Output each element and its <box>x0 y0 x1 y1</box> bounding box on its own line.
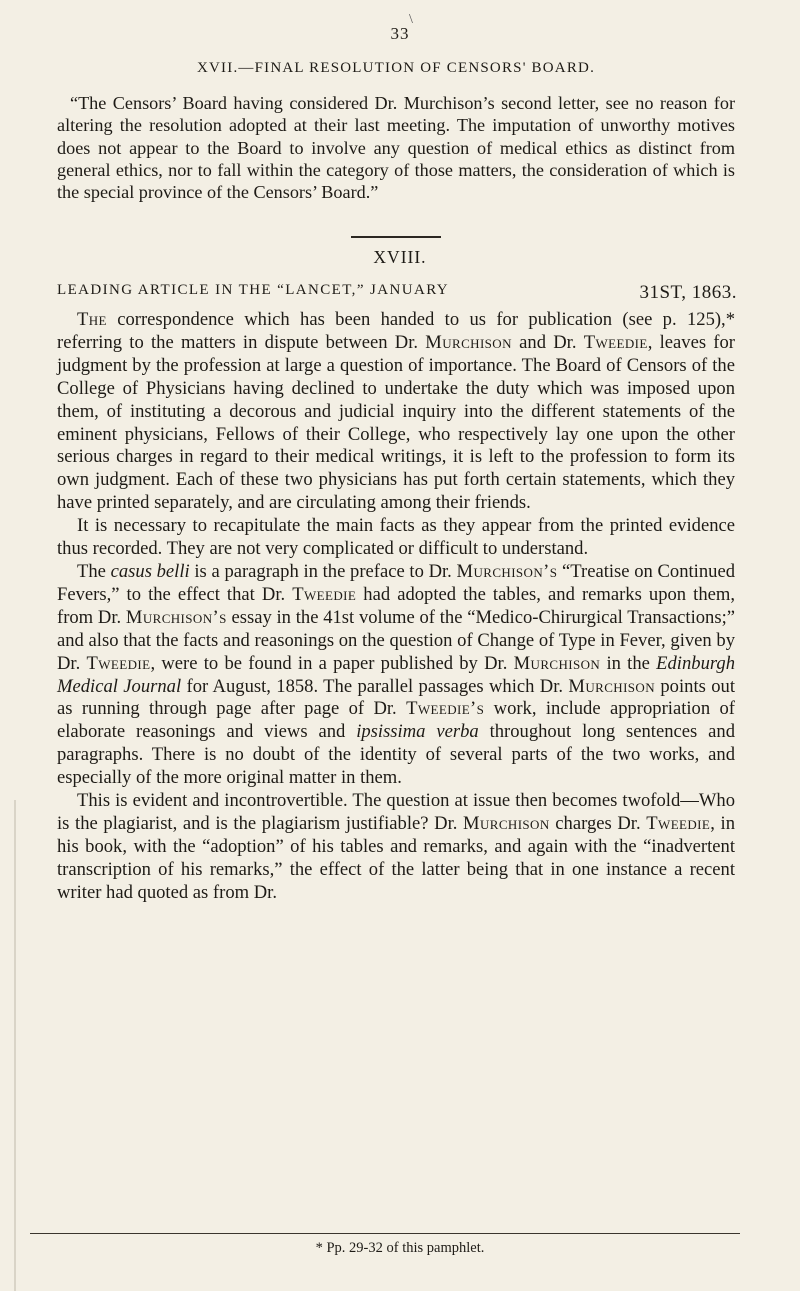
text-run: Tweedie <box>292 583 357 605</box>
text-run: This is evident and incontrovertible. The question at issue then becomes twofold—Who is the plagiarist, and is the plagiarism justifiable? Dr. <box>57 790 735 834</box>
text-run: The <box>77 560 111 582</box>
text-run: Tweedie <box>583 331 648 353</box>
text-run: Tweedie <box>646 812 711 834</box>
text-run: essay in the 41st volume of the “Medico-Chirurgical Transactions;” and also that the facts and reasonings on the question of Change of Type in Fever, given by Dr. <box>57 606 735 674</box>
text-run: Tweedie’s <box>406 698 485 720</box>
text-run: Murchison <box>425 331 512 353</box>
section-17-body <box>57 92 735 203</box>
paragraph-4 <box>57 790 735 905</box>
text-run: Murchison’s <box>456 560 558 582</box>
text-run: points out as running through page after page of Dr. <box>57 675 735 720</box>
paragraph-2 <box>57 515 735 561</box>
section-18-body <box>57 309 735 905</box>
text-run: It is necessary to recapitulate the main facts as they appear from the printed evidence thus recorded. They are not very complicated or difficult to understand. <box>57 515 735 560</box>
text-run: and Dr. <box>511 331 584 353</box>
scan-tick-mark: \ <box>409 12 413 27</box>
text-run: in the <box>600 652 657 674</box>
section-divider <box>351 236 441 238</box>
section-18-heading-date: 31ST, 1863. <box>639 282 737 303</box>
paragraph-1 <box>57 309 735 515</box>
text-run: ipsissima verba <box>356 721 479 743</box>
text-run: charges Dr. <box>549 812 647 834</box>
text-run: is a paragraph in the preface to Dr. <box>189 560 457 582</box>
section-18-heading-text: LEADING ARTICLE IN THE “LANCET,” JANUARY <box>57 282 449 298</box>
text-run: Murchison <box>463 812 550 834</box>
text-run: , in his book, with the “adoption” of his tables and remarks, and again with the “inadvertent transcription of his remarks,” the effect of the latter being that in one instance a recent writer had quoted as from Dr. <box>57 812 735 903</box>
text-run: for August, 1858. The parallel passages which Dr. <box>181 675 569 697</box>
footnote: * Pp. 29-32 of this pamphlet. <box>315 1240 485 1256</box>
text-run: Tweedie <box>86 652 151 674</box>
text-run: Murchison <box>513 652 601 674</box>
text-run: throughout long sentences and paragraphs. There is no doubt of the identity of several parts of the two works, and especially of the more original matter in them. <box>57 721 736 789</box>
text-run: Murchison’s <box>125 606 227 628</box>
section-17-heading: XVII.—FINAL RESOLUTION OF CENSORS' BOARD. <box>196 60 596 76</box>
section-18-number: XVIII. <box>373 247 427 267</box>
text-run: The <box>77 309 107 330</box>
text-run: , leaves for judgment by the profession at large a question of importance. The Board of Censors of the College of Physicians having declined to undertake the duty which was imposed upon them, of instituting a decorous and judicial inquiry into the different statements of the eminent physicians, Fellows of their College, who respectively lay one upon the other serious charges in regard to their medical writings, it is left to the profession to form its own judgment. Each of these two physicians has put forth certain statements, which they have printed separately, and are circulating among their friends. <box>57 331 735 514</box>
scan-margin-mark <box>14 800 16 1291</box>
paragraph-3 <box>57 561 735 790</box>
text-run: “Treatise on Continued Fevers,” to the effect that Dr. <box>57 560 735 605</box>
footnote-rule <box>30 1233 740 1234</box>
text-run: , were to be found in a paper published by Dr. <box>150 652 514 674</box>
text-run: casus belli <box>110 560 190 582</box>
text-run: correspondence which has been handed to us for publication (see p. 125),* referring to the matters in dispute between Dr. <box>57 309 735 353</box>
text-run: Murchison <box>568 675 656 697</box>
page-number: 33 <box>390 24 410 43</box>
text-run: work, include appropriation of elaborate reasonings and views and <box>57 698 735 743</box>
section-17-text: “The Censors’ Board having considered Dr. Murchison’s second letter, see no reason for altering the resolution adopted at their last meeting. The imputation of unworthy motives does not appear to the Board to involve any question of medical ethics as distinct from general ethics, nor to fall within the category of those matters, the consideration of which is the special province of the Censors’ Board.” <box>57 93 735 203</box>
text-run: Edinburgh Medical Journal <box>57 652 736 697</box>
text-run: had adopted the tables, and remarks upon them, from Dr. <box>57 583 735 628</box>
section-18-heading <box>57 282 737 304</box>
